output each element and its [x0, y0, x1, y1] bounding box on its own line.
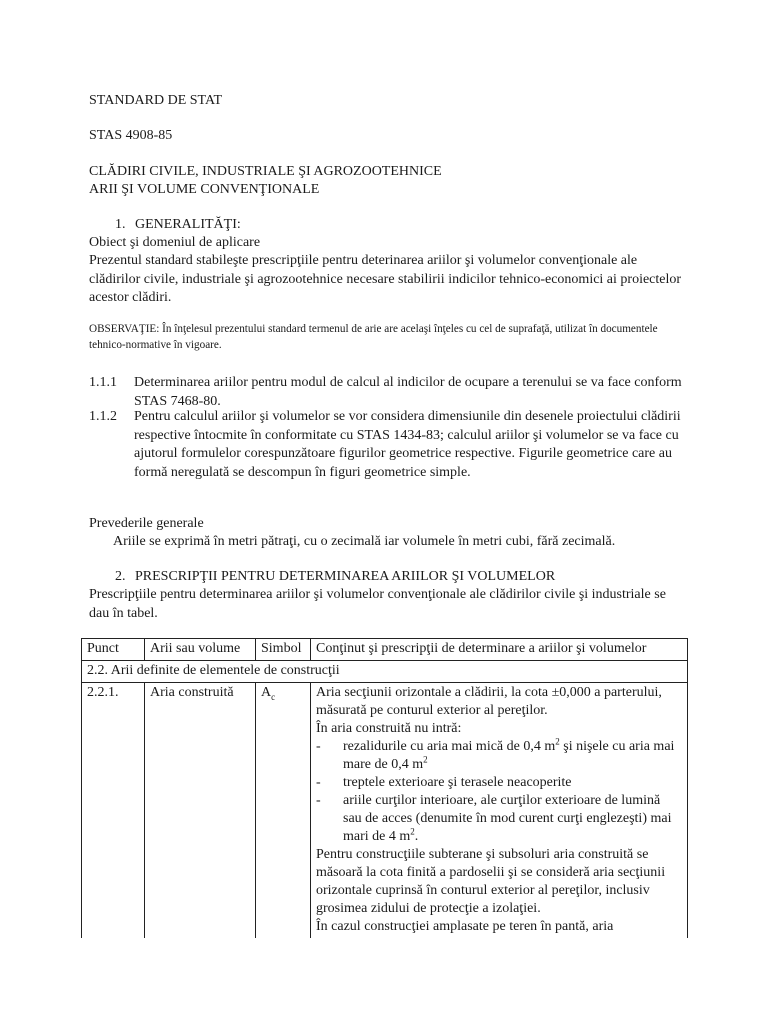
header-cell: Arii sau volume — [145, 639, 256, 661]
item-text: Determinarea ariilor pentru modul de calcul al indicilor de ocupare a terenului se va face conform STAS 7468-80. — [134, 375, 682, 409]
item-1-1-1 — [89, 374, 689, 411]
content-paragraph: În aria construită nu intră: — [316, 721, 462, 736]
item-number: 1.1.1 — [89, 375, 117, 390]
symbol-cell — [256, 683, 311, 939]
symbol-base: A — [261, 685, 272, 700]
item-number: 1.1.2 — [89, 409, 117, 424]
table-group-row — [82, 661, 688, 683]
section2-title: PRESCRIPŢII PENTRU DETERMINAREA ARIILOR ŞI VOLUMELOR — [135, 569, 556, 584]
header-cell: Conţinut şi prescripţii de determinare a ariilor şi volumelor — [311, 639, 688, 661]
dash-bullet: - — [316, 775, 321, 790]
table-row — [82, 683, 688, 939]
item-1-1-2 — [89, 408, 689, 482]
header-cell: Punct — [82, 639, 145, 661]
item-text: Pentru calculul ariilor şi volumelor se vor considera dimensiunile din desenele proiectului clădirii respective întocmite în conformitate cu STAS 1434-83; calculul ariilor şi volumelor se va face cu ajutorul formulelor corespunzătoare figurilor geometrice respective. Figurile geometrice care au formă neregulată se descompun în figuri geometrice simple. — [134, 409, 681, 480]
prescriptions-table — [81, 638, 688, 938]
section2-paragraph: Prescripţiile pentru determinarea ariilor şi volumelor convenţionale ale clădirilor civile şi industriale se dau în tabel. — [89, 587, 666, 621]
general-heading: Prevederile generale — [89, 516, 204, 531]
content-paragraph: Aria secţiunii orizontale a clădirii, la cota ±0,000 a parterului, măsurată pe conturul exterior al pereţilor. — [316, 685, 662, 718]
observatie-note: OBSERVAŢIE: În înţelesul prezentului standard termenul de arie are acelaşi înţeles cu cel de suprafaţă, utilizat în documentele tehnico-normative în vigoare. — [89, 323, 658, 351]
content-cell — [311, 683, 688, 939]
section1-title: GENERALITĂŢI: — [135, 217, 241, 232]
standard-heading: STANDARD DE STAT — [89, 93, 223, 108]
exclusion-list — [316, 738, 682, 846]
list-item: - rezalidurile cu aria mai mică de 0,4 $m^2$ şi nişele cu aria mai mare de 0,4 $m^2$ — [316, 736, 675, 772]
dash-bullet: - — [316, 739, 321, 754]
table-header-row — [82, 639, 688, 661]
group-cell: 2.2. Arii definite de elementele de construcţii — [82, 661, 688, 683]
standard-code: STAS 4908-85 — [89, 128, 173, 143]
doc-title-line1: CLĂDIRI CIVILE, INDUSTRIALE ŞI AGROZOOTEHNICE — [89, 164, 442, 179]
intro-paragraph: Prezentul standard stabileşte prescripţiile pentru deterinarea ariilor şi volumelor convenţionale ale clădirilor civile, industriale şi agrozootehnice necesare stabilirii indicilor tehnico-economici ai proiectelor acestor clădiri. — [89, 253, 682, 305]
content-paragraph: În cazul construcţiei amplasate pe teren în pantă, aria — [316, 919, 614, 934]
doc-title-line2: ARII ŞI VOLUME CONVENŢIONALE — [89, 182, 320, 197]
header-cell: Simbol — [256, 639, 311, 661]
section2-number: 2. — [115, 569, 126, 584]
section1-number: 1. — [115, 217, 126, 232]
content-paragraph: Pentru construcţiile subterane şi subsoluri aria construită se măsoară la cota finită a pardoselii şi se consideră aria secţiunii orizontale cuprinsă în conturul exterior al pereţilor, inclusiv grosimea zidului de protecţie a izolaţiei. — [316, 847, 666, 916]
dash-bullet: - — [316, 793, 321, 808]
list-item: - treptele exterioare şi terasele neacoperite — [316, 775, 572, 790]
general-text: Ariile se exprimă în metri pătraţi, cu o zecimală iar volumele în metri cubi, fără zecimală. — [113, 534, 616, 549]
scope-heading: Obiect şi domeniul de aplicare — [89, 235, 261, 250]
symbol-subscript: c — [271, 691, 276, 702]
punct-cell: 2.2.1. — [82, 683, 145, 939]
name-cell: Aria construită — [145, 683, 256, 939]
list-item: - ariile curţilor interioare, ale curţilor exterioare de lumină sau de acces (denumite în mod curent curţi englezeşti) mai mari de 4 $m^2$. — [316, 793, 672, 844]
